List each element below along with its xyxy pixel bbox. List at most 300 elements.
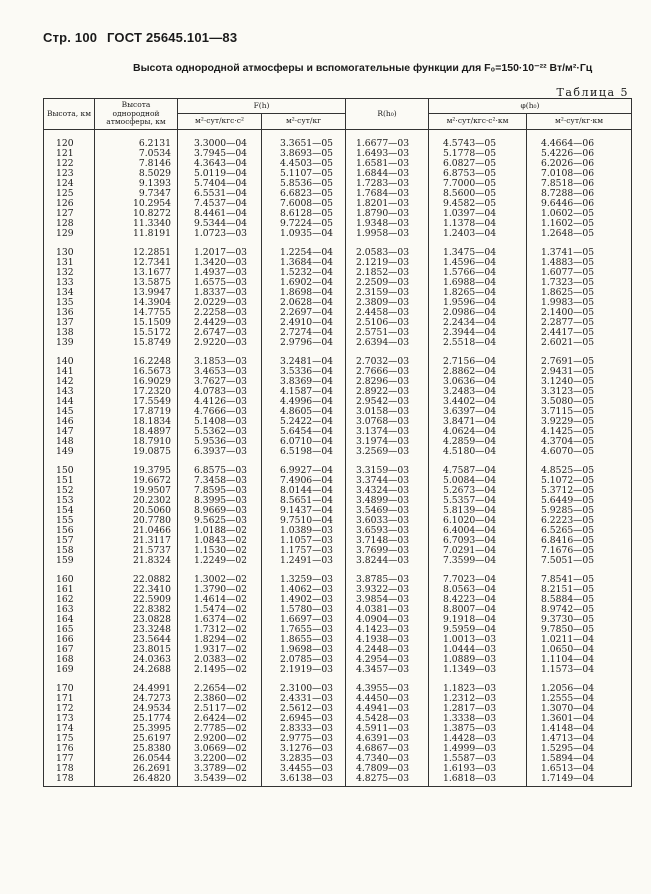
rh-cell: 2.1852—03 xyxy=(346,268,429,278)
table-row xyxy=(44,288,632,298)
height-cell: 149 xyxy=(44,447,95,457)
table-row xyxy=(44,734,632,744)
header-rh: R(h₀) xyxy=(346,99,429,130)
homog-height-cell: 18.4897 xyxy=(95,427,178,437)
psi-kgs-cell: 1.1823—03 xyxy=(429,684,527,694)
fh-kgs-cell: 1.5474—02 xyxy=(178,605,262,615)
homog-height-cell: 26.4820 xyxy=(95,774,178,784)
psi-kg-cell: 2.4417—05 xyxy=(527,328,632,338)
rh-cell: 4.4450—03 xyxy=(346,694,429,704)
height-cell: 151 xyxy=(44,476,95,486)
header-homogeneous-height: Высота однородной атмосферы, км xyxy=(95,99,178,130)
fh-kgs-cell: 5.9536—03 xyxy=(178,437,262,447)
height-cell: 146 xyxy=(44,417,95,427)
fh-kg-cell: 2.0628—04 xyxy=(262,298,346,308)
psi-kg-cell: 4.8525—05 xyxy=(527,466,632,476)
table-row xyxy=(44,476,632,486)
psi-kg-cell: 8.7288—06 xyxy=(527,189,632,199)
rh-cell: 4.3457—03 xyxy=(346,665,429,675)
table-row xyxy=(44,149,632,159)
fh-kgs-cell: 2.0229—03 xyxy=(178,298,262,308)
rh-cell: 4.1938—03 xyxy=(346,635,429,645)
psi-kgs-cell: 1.1349—03 xyxy=(429,665,527,675)
height-cell: 162 xyxy=(44,595,95,605)
psi-kgs-cell: 1.0397—04 xyxy=(429,209,527,219)
rh-cell: 4.5428—03 xyxy=(346,714,429,724)
psi-kgs-cell: 2.0986—04 xyxy=(429,308,527,318)
rh-cell: 2.2509—03 xyxy=(346,278,429,288)
height-cell: 120 xyxy=(44,139,95,149)
rh-cell: 1.6844—03 xyxy=(346,169,429,179)
height-cell: 141 xyxy=(44,367,95,377)
psi-kg-cell: 5.6449—05 xyxy=(527,496,632,506)
height-cell: 145 xyxy=(44,407,95,417)
psi-kg-cell: 9.3730—05 xyxy=(527,615,632,625)
psi-kgs-cell: 5.1778—05 xyxy=(429,149,527,159)
fh-kg-cell: 1.4062—03 xyxy=(262,585,346,595)
fh-kgs-cell: 2.6424—02 xyxy=(178,714,262,724)
fh-kgs-cell: 1.7312—02 xyxy=(178,625,262,635)
fh-kgs-cell: 1.0843—02 xyxy=(178,536,262,546)
psi-kg-cell: 3.3123—05 xyxy=(527,387,632,397)
fh-kgs-cell: 1.4614—02 xyxy=(178,595,262,605)
table-row xyxy=(44,357,632,367)
header-fh-unit2: м²·сут/кг xyxy=(262,114,346,129)
header-psi-unit1: м²·сут/кгс·с²·км xyxy=(429,114,527,129)
fh-kgs-cell: 3.1853—03 xyxy=(178,357,262,367)
table-row xyxy=(44,407,632,417)
table-row xyxy=(44,298,632,308)
psi-kg-cell: 1.6513—04 xyxy=(527,764,632,774)
data-table xyxy=(43,98,632,787)
header-psi: φ(h₀) xyxy=(429,99,632,114)
homog-height-cell: 22.8382 xyxy=(95,605,178,615)
psi-kgs-cell: 1.0013—03 xyxy=(429,635,527,645)
rh-cell: 2.7666—03 xyxy=(346,367,429,377)
homog-height-cell: 15.1509 xyxy=(95,318,178,328)
homog-height-cell: 16.2248 xyxy=(95,357,178,367)
homog-height-cell: 7.8146 xyxy=(95,159,178,169)
table-row xyxy=(44,209,632,219)
rh-cell: 3.9322—03 xyxy=(346,585,429,595)
fh-kg-cell: 2.3100—03 xyxy=(262,684,346,694)
fh-kg-cell: 1.0935—04 xyxy=(262,229,346,239)
psi-kgs-cell: 2.8862—04 xyxy=(429,367,527,377)
psi-kgs-cell: 1.1378—04 xyxy=(429,219,527,229)
rh-cell: 2.3809—03 xyxy=(346,298,429,308)
psi-kgs-cell: 1.9596—04 xyxy=(429,298,527,308)
homog-height-cell: 18.1834 xyxy=(95,417,178,427)
fh-kgs-cell: 1.3790—02 xyxy=(178,585,262,595)
fh-kgs-cell: 1.8337—03 xyxy=(178,288,262,298)
homog-height-cell: 26.2691 xyxy=(95,764,178,774)
table-row xyxy=(44,437,632,447)
table-row xyxy=(44,377,632,387)
psi-kg-cell: 4.1425—05 xyxy=(527,427,632,437)
psi-kg-cell: 3.1240—05 xyxy=(527,377,632,387)
rh-cell: 4.6391—03 xyxy=(346,734,429,744)
homog-height-cell: 21.0466 xyxy=(95,526,178,536)
table-row xyxy=(44,179,632,189)
psi-kg-cell: 6.2026—06 xyxy=(527,159,632,169)
homog-height-cell: 8.5029 xyxy=(95,169,178,179)
table-row xyxy=(44,764,632,774)
fh-kg-cell: 2.8333—03 xyxy=(262,724,346,734)
fh-kgs-cell: 7.3458—03 xyxy=(178,476,262,486)
fh-kgs-cell: 2.2258—03 xyxy=(178,308,262,318)
height-cell: 133 xyxy=(44,278,95,288)
psi-kg-cell: 7.8518—06 xyxy=(527,179,632,189)
page-number: Стр. 100 xyxy=(43,30,98,45)
height-cell: 176 xyxy=(44,744,95,754)
height-cell: 159 xyxy=(44,556,95,566)
rh-cell: 4.0904—03 xyxy=(346,615,429,625)
psi-kgs-cell: 3.0636—04 xyxy=(429,377,527,387)
rh-cell: 3.5469—03 xyxy=(346,506,429,516)
rh-cell: 4.7809—03 xyxy=(346,764,429,774)
psi-kgs-cell: 3.4402—04 xyxy=(429,397,527,407)
fh-kgs-cell: 3.3789—02 xyxy=(178,764,262,774)
table-row xyxy=(44,258,632,268)
table-row xyxy=(44,546,632,556)
rh-cell: 3.0768—03 xyxy=(346,417,429,427)
homog-height-cell: 20.2302 xyxy=(95,496,178,506)
psi-kg-cell: 1.3070—04 xyxy=(527,704,632,714)
fh-kgs-cell: 2.9200—02 xyxy=(178,734,262,744)
psi-kg-cell: 9.7850—05 xyxy=(527,625,632,635)
rh-cell: 3.6593—03 xyxy=(346,526,429,536)
height-cell: 134 xyxy=(44,288,95,298)
psi-kgs-cell: 5.5357—04 xyxy=(429,496,527,506)
homog-height-cell: 16.5673 xyxy=(95,367,178,377)
fh-kgs-cell: 2.9220—03 xyxy=(178,338,262,348)
psi-kgs-cell: 2.7156—04 xyxy=(429,357,527,367)
fh-kgs-cell: 8.3995—03 xyxy=(178,496,262,506)
height-cell: 140 xyxy=(44,357,95,367)
table-row xyxy=(44,427,632,437)
height-cell: 155 xyxy=(44,516,95,526)
fh-kgs-cell: 1.3002—02 xyxy=(178,575,262,585)
rh-cell: 2.4458—03 xyxy=(346,308,429,318)
psi-kg-cell: 1.2648—05 xyxy=(527,229,632,239)
table-row xyxy=(44,684,632,694)
homog-height-cell: 10.2954 xyxy=(95,199,178,209)
table-row xyxy=(44,169,632,179)
table-row xyxy=(44,278,632,288)
fh-kgs-cell: 1.6575—03 xyxy=(178,278,262,288)
fh-kgs-cell: 1.2017—03 xyxy=(178,248,262,258)
psi-kg-cell: 1.3601—04 xyxy=(527,714,632,724)
rh-cell: 2.5751—03 xyxy=(346,328,429,338)
fh-kg-cell: 5.2422—04 xyxy=(262,417,346,427)
rh-cell: 4.0381—03 xyxy=(346,605,429,615)
homog-height-cell: 23.0828 xyxy=(95,615,178,625)
psi-kg-cell: 1.1602—05 xyxy=(527,219,632,229)
fh-kgs-cell: 5.7404—04 xyxy=(178,179,262,189)
psi-kgs-cell: 2.3944—04 xyxy=(429,328,527,338)
height-cell: 157 xyxy=(44,536,95,546)
homog-height-cell: 21.8324 xyxy=(95,556,178,566)
table-title: Высота однородной атмосферы и вспомогательные функции для F₀=150·10⁻²² Вт/м²·Гц xyxy=(133,62,593,74)
page-header xyxy=(43,30,243,45)
rh-cell: 2.7032—03 xyxy=(346,357,429,367)
table-row xyxy=(44,229,632,239)
homog-height-cell: 11.8191 xyxy=(95,229,178,239)
fh-kg-cell: 3.3651—05 xyxy=(262,139,346,149)
table-row xyxy=(44,199,632,209)
psi-kg-cell: 8.9742—05 xyxy=(527,605,632,615)
homog-height-cell: 26.0544 xyxy=(95,754,178,764)
fh-kgs-cell: 2.4429—03 xyxy=(178,318,262,328)
psi-kg-cell: 1.8625—05 xyxy=(527,288,632,298)
psi-kgs-cell: 9.5959—04 xyxy=(429,625,527,635)
rh-cell: 2.3159—03 xyxy=(346,288,429,298)
fh-kgs-cell: 6.5531—04 xyxy=(178,189,262,199)
psi-kgs-cell: 1.2312—03 xyxy=(429,694,527,704)
fh-kg-cell: 1.3684—04 xyxy=(262,258,346,268)
fh-kgs-cell: 2.6747—03 xyxy=(178,328,262,338)
rh-cell: 3.1974—03 xyxy=(346,437,429,447)
psi-kg-cell: 1.3741—05 xyxy=(527,248,632,258)
homog-height-cell: 21.3117 xyxy=(95,536,178,546)
psi-kgs-cell: 1.0444—03 xyxy=(429,645,527,655)
header-fh: F(h) xyxy=(178,99,346,114)
fh-kgs-cell: 2.2654—02 xyxy=(178,684,262,694)
fh-kgs-cell: 8.4461—04 xyxy=(178,209,262,219)
rh-cell: 4.5911—03 xyxy=(346,724,429,734)
rh-cell: 3.3744—03 xyxy=(346,476,429,486)
table-row xyxy=(44,496,632,506)
psi-kgs-cell: 3.8471—04 xyxy=(429,417,527,427)
fh-kg-cell: 9.7510—04 xyxy=(262,516,346,526)
table-row xyxy=(44,328,632,338)
fh-kg-cell: 1.4902—03 xyxy=(262,595,346,605)
fh-kg-cell: 1.8698—04 xyxy=(262,288,346,298)
table-row xyxy=(44,724,632,734)
rh-cell: 1.8790—03 xyxy=(346,209,429,219)
psi-kg-cell: 8.2151—05 xyxy=(527,585,632,595)
rh-cell: 1.6677—03 xyxy=(346,139,429,149)
psi-kg-cell: 1.6077—05 xyxy=(527,268,632,278)
height-cell: 175 xyxy=(44,734,95,744)
psi-kg-cell: 1.0650—04 xyxy=(527,645,632,655)
fh-kg-cell: 2.6945—03 xyxy=(262,714,346,724)
height-cell: 158 xyxy=(44,546,95,556)
fh-kgs-cell: 1.1530—02 xyxy=(178,546,262,556)
homog-height-cell: 16.9029 xyxy=(95,377,178,387)
fh-kgs-cell: 4.7666—03 xyxy=(178,407,262,417)
psi-kgs-cell: 1.3338—03 xyxy=(429,714,527,724)
fh-kg-cell: 4.8605—04 xyxy=(262,407,346,417)
homog-height-cell: 15.8749 xyxy=(95,338,178,348)
psi-kgs-cell: 1.4428—03 xyxy=(429,734,527,744)
fh-kg-cell: 1.2254—04 xyxy=(262,248,346,258)
psi-kg-cell: 1.2056—04 xyxy=(527,684,632,694)
homog-height-cell: 24.9534 xyxy=(95,704,178,714)
psi-kg-cell: 2.2877—05 xyxy=(527,318,632,328)
fh-kg-cell: 3.4455—03 xyxy=(262,764,346,774)
fh-kg-cell: 7.6008—05 xyxy=(262,199,346,209)
psi-kgs-cell: 6.8753—05 xyxy=(429,169,527,179)
psi-kgs-cell: 1.4596—04 xyxy=(429,258,527,268)
homog-height-cell: 21.5737 xyxy=(95,546,178,556)
homog-height-cell: 24.4991 xyxy=(95,684,178,694)
table-row xyxy=(44,139,632,149)
rh-cell: 2.5106—03 xyxy=(346,318,429,328)
psi-kg-cell: 7.1676—05 xyxy=(527,546,632,556)
table-row xyxy=(44,714,632,724)
psi-kg-cell: 6.2223—05 xyxy=(527,516,632,526)
fh-kg-cell: 4.1587—04 xyxy=(262,387,346,397)
homog-height-cell: 24.2688 xyxy=(95,665,178,675)
fh-kg-cell: 2.1919—03 xyxy=(262,665,346,675)
height-cell: 132 xyxy=(44,268,95,278)
homog-height-cell: 23.8015 xyxy=(95,645,178,655)
fh-kg-cell: 1.1057—03 xyxy=(262,536,346,546)
homog-height-cell: 13.1677 xyxy=(95,268,178,278)
rh-cell: 4.7340—03 xyxy=(346,754,429,764)
psi-kg-cell: 5.9285—05 xyxy=(527,506,632,516)
height-cell: 173 xyxy=(44,714,95,724)
fh-kg-cell: 2.4331—03 xyxy=(262,694,346,704)
fh-kg-cell: 2.7274—04 xyxy=(262,328,346,338)
fh-kg-cell: 1.8655—03 xyxy=(262,635,346,645)
fh-kgs-cell: 3.7945—04 xyxy=(178,149,262,159)
fh-kg-cell: 8.0144—04 xyxy=(262,486,346,496)
fh-kgs-cell: 1.6374—02 xyxy=(178,615,262,625)
standard-code: ГОСТ 25645.101—83 xyxy=(107,30,238,45)
psi-kgs-cell: 1.2817—03 xyxy=(429,704,527,714)
psi-kgs-cell: 1.6193—03 xyxy=(429,764,527,774)
rh-cell: 3.3159—03 xyxy=(346,466,429,476)
psi-kgs-cell: 4.0624—04 xyxy=(429,427,527,437)
psi-kgs-cell: 1.2403—04 xyxy=(429,229,527,239)
fh-kg-cell: 1.5780—03 xyxy=(262,605,346,615)
fh-kgs-cell: 3.7627—03 xyxy=(178,377,262,387)
homog-height-cell: 24.0363 xyxy=(95,655,178,665)
table-row xyxy=(44,486,632,496)
psi-kg-cell: 4.3704—05 xyxy=(527,437,632,447)
fh-kg-cell: 3.6138—03 xyxy=(262,774,346,784)
fh-kgs-cell: 1.9317—02 xyxy=(178,645,262,655)
psi-kg-cell: 2.6021—05 xyxy=(527,338,632,348)
table-row xyxy=(44,635,632,645)
psi-kgs-cell: 5.8139—04 xyxy=(429,506,527,516)
fh-kgs-cell: 4.0783—03 xyxy=(178,387,262,397)
rh-cell: 3.0158—03 xyxy=(346,407,429,417)
fh-kgs-cell: 5.1408—03 xyxy=(178,417,262,427)
psi-kg-cell: 1.4883—05 xyxy=(527,258,632,268)
psi-kgs-cell: 2.5518—04 xyxy=(429,338,527,348)
header-psi-unit2: м²·сут/кг·км xyxy=(527,114,632,129)
fh-kgs-cell: 9.5344—04 xyxy=(178,219,262,229)
homog-height-cell: 15.5172 xyxy=(95,328,178,338)
height-cell: 126 xyxy=(44,199,95,209)
rh-cell: 1.7283—03 xyxy=(346,179,429,189)
height-cell: 138 xyxy=(44,328,95,338)
fh-kg-cell: 9.1437—04 xyxy=(262,506,346,516)
fh-kg-cell: 3.5336—04 xyxy=(262,367,346,377)
height-cell: 166 xyxy=(44,635,95,645)
fh-kg-cell: 6.0710—04 xyxy=(262,437,346,447)
fh-kg-cell: 3.2481—04 xyxy=(262,357,346,367)
table-row xyxy=(44,655,632,665)
fh-kgs-cell: 3.5439—02 xyxy=(178,774,262,784)
psi-kg-cell: 1.1573—04 xyxy=(527,665,632,675)
fh-kgs-cell: 1.2249—02 xyxy=(178,556,262,566)
rh-cell: 2.8922—03 xyxy=(346,387,429,397)
psi-kg-cell: 1.4713—04 xyxy=(527,734,632,744)
psi-kgs-cell: 3.6397—04 xyxy=(429,407,527,417)
table-row xyxy=(44,615,632,625)
height-cell: 144 xyxy=(44,397,95,407)
fh-kg-cell: 4.4996—04 xyxy=(262,397,346,407)
homog-height-cell: 19.0875 xyxy=(95,447,178,457)
psi-kgs-cell: 8.4223—04 xyxy=(429,595,527,605)
fh-kg-cell: 3.1276—03 xyxy=(262,744,346,754)
psi-kgs-cell: 1.6818—03 xyxy=(429,774,527,784)
table-row xyxy=(44,744,632,754)
homog-height-cell: 22.5909 xyxy=(95,595,178,605)
psi-kg-cell: 1.5295—04 xyxy=(527,744,632,754)
homog-height-cell: 17.8719 xyxy=(95,407,178,417)
psi-kgs-cell: 1.3475—04 xyxy=(429,248,527,258)
table-row xyxy=(44,694,632,704)
psi-kg-cell: 1.2555—04 xyxy=(527,694,632,704)
homog-height-cell: 9.1393 xyxy=(95,179,178,189)
table-row xyxy=(44,774,632,784)
fh-kgs-cell: 1.3420—03 xyxy=(178,258,262,268)
fh-kg-cell: 2.2697—04 xyxy=(262,308,346,318)
fh-kg-cell: 6.9927—04 xyxy=(262,466,346,476)
table-row xyxy=(44,268,632,278)
psi-kg-cell: 9.6446—06 xyxy=(527,199,632,209)
psi-kg-cell: 5.1072—05 xyxy=(527,476,632,486)
height-cell: 161 xyxy=(44,585,95,595)
table-body xyxy=(44,129,632,786)
table-row xyxy=(44,219,632,229)
height-cell: 154 xyxy=(44,506,95,516)
homog-height-cell: 20.7780 xyxy=(95,516,178,526)
psi-kg-cell: 3.9229—05 xyxy=(527,417,632,427)
height-cell: 130 xyxy=(44,248,95,258)
homog-height-cell: 19.9507 xyxy=(95,486,178,496)
rh-cell: 3.8785—03 xyxy=(346,575,429,585)
height-cell: 178 xyxy=(44,764,95,774)
psi-kg-cell: 2.1400—05 xyxy=(527,308,632,318)
height-cell: 171 xyxy=(44,694,95,704)
homog-height-cell: 14.7755 xyxy=(95,308,178,318)
fh-kg-cell: 1.3259—03 xyxy=(262,575,346,585)
height-cell: 139 xyxy=(44,338,95,348)
psi-kgs-cell: 1.3875—03 xyxy=(429,724,527,734)
homog-height-cell: 22.3410 xyxy=(95,585,178,595)
fh-kg-cell: 5.8536—05 xyxy=(262,179,346,189)
homog-height-cell: 22.0882 xyxy=(95,575,178,585)
height-cell: 164 xyxy=(44,615,95,625)
fh-kg-cell: 7.4906—04 xyxy=(262,476,346,486)
table-row xyxy=(44,526,632,536)
table-row xyxy=(44,625,632,635)
psi-kgs-cell: 2.2434—04 xyxy=(429,318,527,328)
homog-height-cell: 13.9947 xyxy=(95,288,178,298)
height-cell: 147 xyxy=(44,427,95,437)
psi-kgs-cell: 6.0827—05 xyxy=(429,159,527,169)
height-cell: 153 xyxy=(44,496,95,506)
height-cell: 128 xyxy=(44,219,95,229)
homog-height-cell: 9.7347 xyxy=(95,189,178,199)
height-cell: 135 xyxy=(44,298,95,308)
